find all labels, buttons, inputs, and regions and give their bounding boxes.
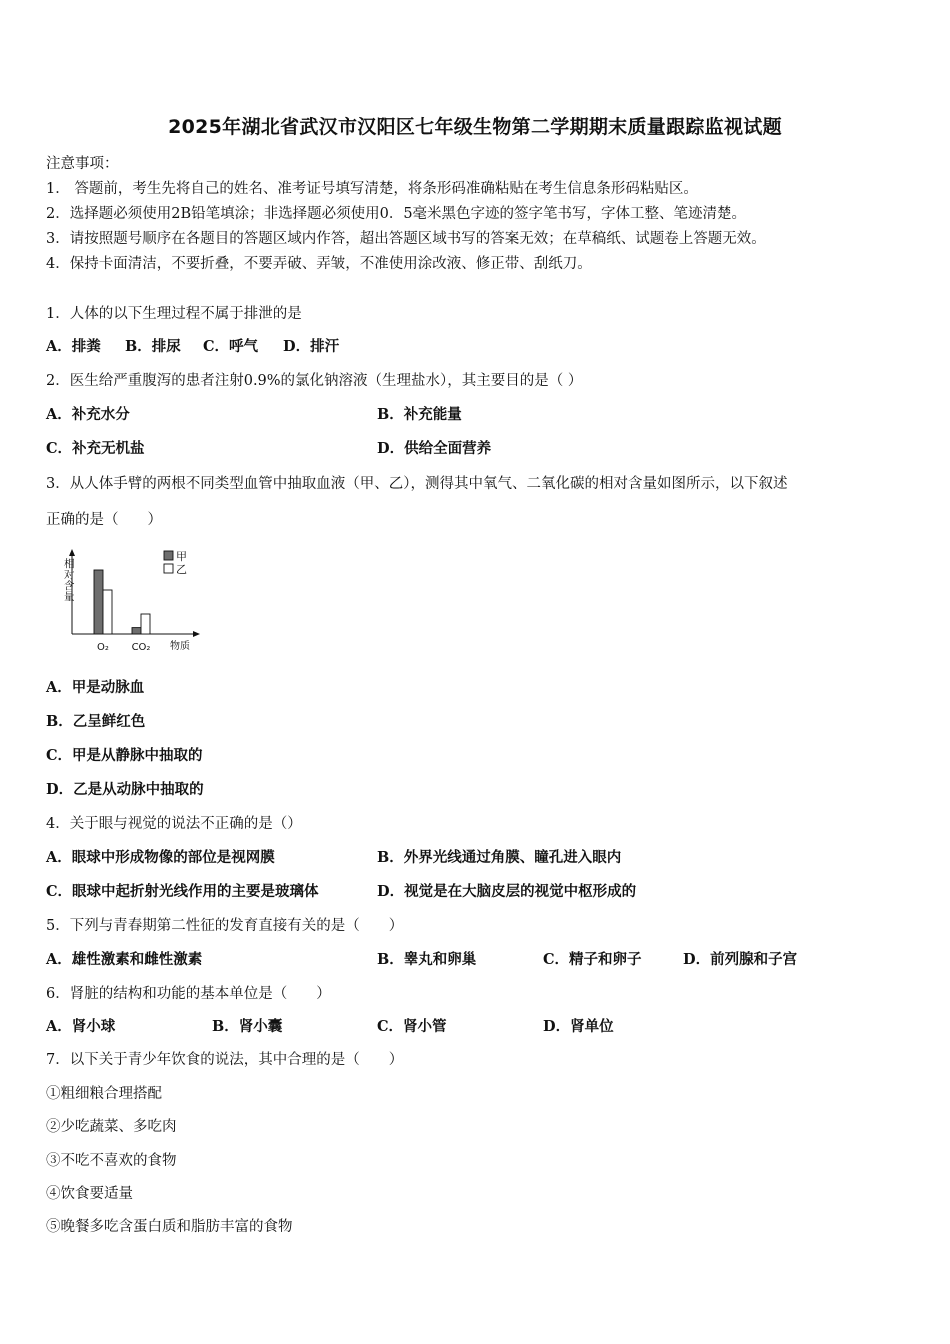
q2-option-c: C．补充无机盐 bbox=[46, 440, 145, 457]
page-title: 2025年湖北省武汉市汉阳区七年级生物第二学期期末质量跟踪监视试题 bbox=[168, 116, 782, 138]
y-axis-arrow bbox=[69, 549, 75, 556]
notice-item-3: 3．请按照题号顺序在各题目的答题区域内作答，超出答题区域书写的答案无效；在草稿纸、试题卷上答题无效。 bbox=[46, 231, 766, 247]
q2-option-b: B．补充能量 bbox=[377, 406, 462, 423]
q6-option-c: C．肾小管 bbox=[377, 1018, 447, 1035]
question-6-stem: 6．肾脏的结构和功能的基本单位是（ ） bbox=[46, 986, 331, 1002]
q6-option-d: D．肾单位 bbox=[543, 1018, 614, 1035]
q1-option-b: B．排尿 bbox=[125, 338, 181, 355]
notice-item-4: 4．保持卡面清洁，不要折叠，不要弄破、弄皱，不准使用涂改液、修正带、刮纸刀。 bbox=[46, 256, 592, 272]
q7-item-4: ④饮食要适量 bbox=[46, 1186, 133, 1202]
q2-option-a: A．补充水分 bbox=[46, 406, 130, 423]
blood-gas-chart bbox=[46, 545, 206, 657]
legend-swatch-jia bbox=[164, 551, 173, 560]
q4-option-b: B．外界光线通过角膜、瞳孔进入眼内 bbox=[377, 849, 622, 866]
q5-option-a: A．雄性激素和雌性激素 bbox=[46, 951, 203, 968]
bar-yi-o2 bbox=[103, 590, 112, 634]
q4-option-d: D．视觉是在大脑皮层的视觉中枢形成的 bbox=[377, 883, 637, 900]
q6-option-a: A．肾小球 bbox=[46, 1018, 116, 1035]
x-tick-label-co2: CO₂ bbox=[131, 642, 151, 653]
q7-item-1: ①粗细粮合理搭配 bbox=[46, 1086, 162, 1102]
q6-option-b: B．肾小囊 bbox=[212, 1018, 283, 1035]
q1-option-d: D．排汗 bbox=[283, 338, 340, 355]
question-3-stem-cont: 正确的是（ ） bbox=[46, 512, 162, 528]
bar-yi-co2 bbox=[141, 614, 150, 634]
q1-option-c: C．呼气 bbox=[203, 338, 259, 355]
bar-jia-co2 bbox=[132, 628, 141, 634]
q3-option-a: A．甲是动脉血 bbox=[46, 679, 145, 696]
legend-swatch-yi bbox=[164, 564, 173, 573]
x-tick-label-o2: O₂ bbox=[97, 642, 109, 653]
bar-jia-o2 bbox=[94, 570, 103, 634]
question-3-stem: 3．从人体手臂的两根不同类型血管中抽取血液（甲、乙），测得其中氧气、二氧化碳的相对含量如图所示，以下叙述 bbox=[46, 476, 788, 492]
q3-option-b: B．乙呈鲜红色 bbox=[46, 713, 146, 730]
q7-item-5: ⑤晚餐多吃含蛋白质和脂肪丰富的食物 bbox=[46, 1219, 293, 1235]
x-axis-arrow bbox=[193, 631, 200, 637]
q5-option-b: B．睾丸和卵巢 bbox=[377, 951, 477, 968]
q5-option-d: D．前列腺和子宫 bbox=[683, 951, 798, 968]
question-7-stem: 7．以下关于青少年饮食的说法，其中合理的是（ ） bbox=[46, 1052, 404, 1068]
q5-option-c: C．精子和卵子 bbox=[543, 951, 642, 968]
q7-item-3: ③不吃不喜欢的食物 bbox=[46, 1153, 177, 1169]
legend-label-yi: 乙 bbox=[176, 563, 187, 576]
x-axis-label: 物质 bbox=[170, 641, 190, 652]
q2-option-d: D．供给全面营养 bbox=[377, 440, 492, 457]
q3-option-d: D．乙是从动脉中抽取的 bbox=[46, 781, 204, 798]
y-axis-label-text: 相对含量 bbox=[64, 558, 75, 603]
q4-option-c: C．眼球中起折射光线作用的主要是玻璃体 bbox=[46, 883, 319, 900]
q1-option-a: A．排粪 bbox=[46, 338, 101, 355]
q3-option-c: C．甲是从静脉中抽取的 bbox=[46, 747, 203, 764]
notice-item-1: 1． 答题前，考生先将自己的姓名、准考证号填写清楚，将条形码准确粘贴在考生信息条形码粘贴区。 bbox=[46, 181, 698, 197]
question-1-stem: 1．人体的以下生理过程不属于排泄的是 bbox=[46, 306, 302, 322]
y-axis-label bbox=[64, 557, 75, 603]
question-2-stem: 2．医生给严重腹泻的患者注射0.9%的氯化钠溶液（生理盐水），其主要目的是（ ） bbox=[46, 373, 583, 389]
q7-item-2: ②少吃蔬菜、多吃肉 bbox=[46, 1119, 177, 1135]
notice-heading: 注意事项： bbox=[46, 156, 119, 172]
question-5-stem: 5．下列与青春期第二性征的发育直接有关的是（ ） bbox=[46, 918, 404, 934]
q4-option-a: A．眼球中形成物像的部位是视网膜 bbox=[46, 849, 275, 866]
notice-item-2: 2．选择题必须使用2B铅笔填涂；非选择题必须使用0．5毫米黑色字迹的签字笔书写，字体工整、笔迹清楚。 bbox=[46, 206, 747, 222]
question-4-stem: 4．关于眼与视觉的说法不正确的是（） bbox=[46, 816, 302, 832]
legend-label-jia: 甲 bbox=[176, 550, 187, 563]
